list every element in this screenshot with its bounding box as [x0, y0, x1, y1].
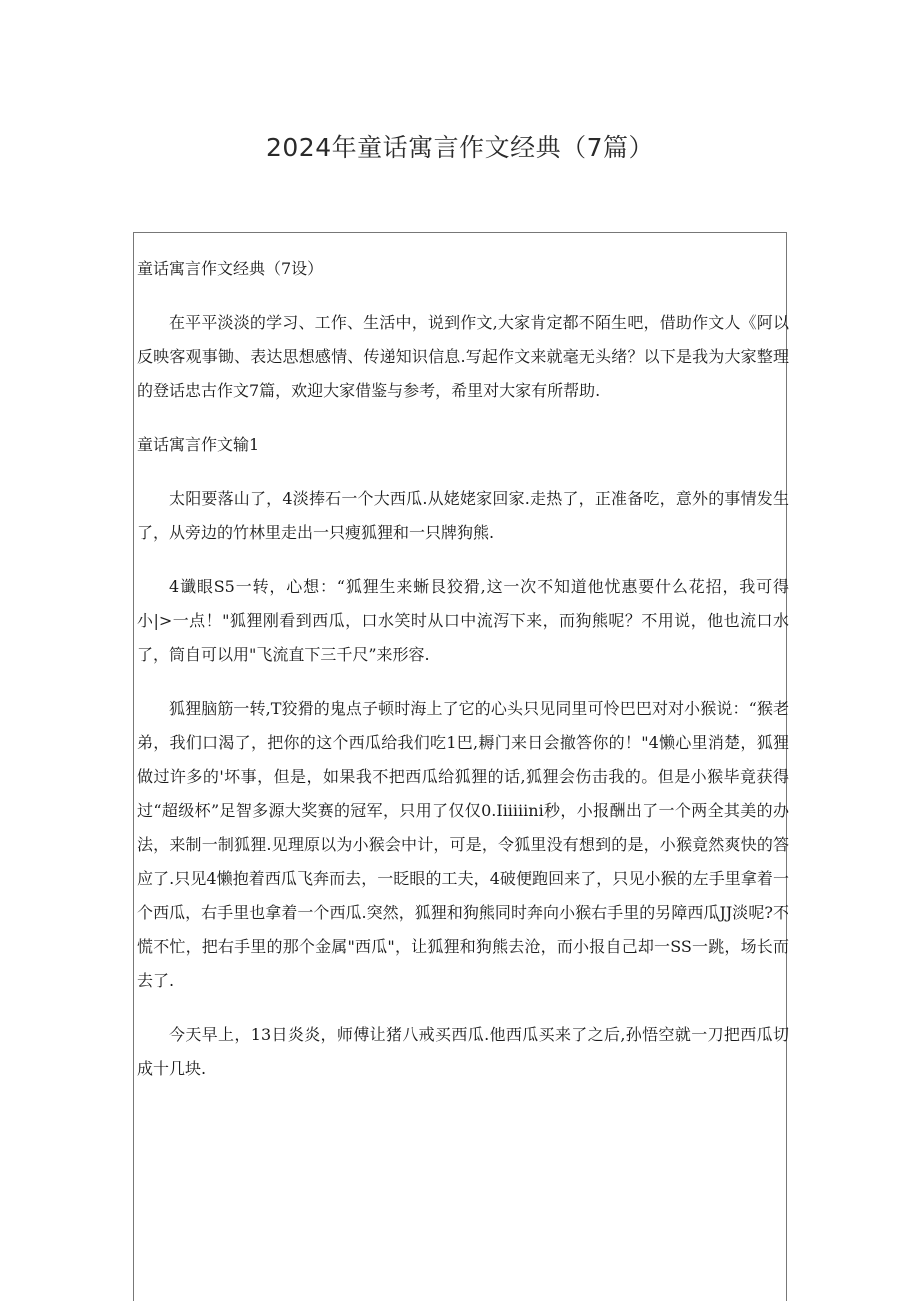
essay-paragraph: 狐狸脑筋一转,T狡猾的鬼点子顿时海上了它的心头只见同里可怜巴巴对对小猴说：“猴老弟，我们口渴了，把你的这个西瓜给我们吃1巴,耨门来日会撤答你的！"4懒心里消楚，狐狸做过许多的'坏事，但是，如果我不把西瓜给狐狸的话,狐狸会伤击我的。但是小猴毕竟获得过“超级杯”足智多源大奖赛的冠军，只用了仅仅0.Iiiiiini秒，小报酬出了一个两全其美的办法，来制一制狐狸.见理原以为小猴会中计，可是，令狐里没有想到的是，小猴竟然爽快的答应了.只见4懒抱着西瓜飞奔而去，一眨眼的工夫，4破便跑回来了，只见小猴的左手里拿着一个西瓜，右手里也拿着一个西瓜.突然，狐狸和狗熊同时奔向小猴右手里的另障西瓜JJ淡呢?不慌不忙，把右手里的那个金属"西瓜"，让狐狸和狗熊去沧，而小报自己却一SS一跳，场长而去了.: [137, 699, 789, 990]
document-body: [137, 252, 789, 1086]
document-title: 2024年童话寓言作文经典（7篇）: [265, 133, 655, 162]
essay-paragraph: 太阳要落山了，4淡捧石一个大西瓜.从姥姥家回家.走热了，正准备吃，意外的事情发生了，从旁边的竹林里走出一只瘦狐狸和一只牌狗熊.: [137, 489, 789, 542]
section-heading-essay-1: 童话寓言作文输1: [137, 435, 260, 454]
essay-paragraph: 4谶眼S5一转，心想：“狐狸生来蜥艮狡猾,这一次不知道他忧惠要什么花招，我可得小|>一点！"狐狸刚看到西瓜，口水笑时从口中流泻下来，而狗熊呢？不用说，他也流口水了，筒自可以用"飞流直下三千尺”来形容.: [137, 577, 789, 664]
section-heading-intro: 童话寓言作文经典（7设）: [137, 259, 324, 278]
intro-paragraph: 在平平淡淡的学习、工作、生活中，说到作文,大家肯定都不陌生吧，借助作文人《阿以反映客观事锄、表达思想感情、传递知识信息.写起作文来就毫无头绪？以下是我为大家整理的登话忠古作文7篇，欢迎大家借鉴与参考，希里对大家有所帮助.: [137, 313, 789, 400]
essay-paragraph: 今天早上，13日炎炎，师傅让猪八戒买西瓜.他西瓜买来了之后,孙悟空就一刀把西瓜切成十几块.: [137, 1025, 789, 1078]
